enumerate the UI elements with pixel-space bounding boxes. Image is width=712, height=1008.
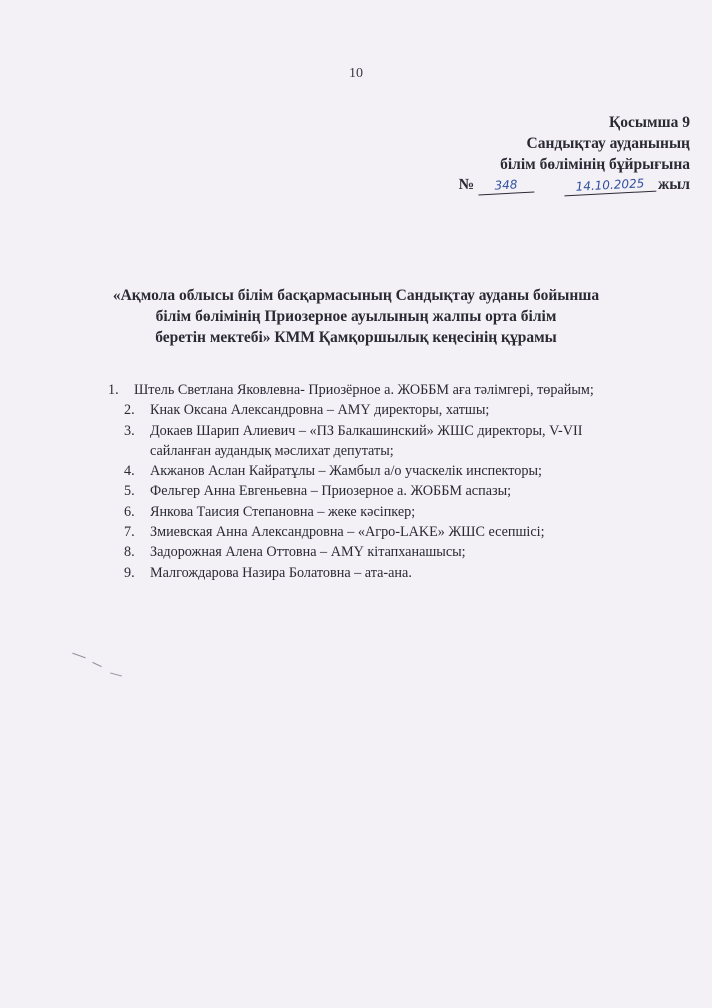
title-line-1: «Ақмола облысы білім басқармасының Сандықтау ауданы бойынша bbox=[112, 287, 600, 304]
appendix-label: Қосымша 9 bbox=[609, 114, 690, 131]
number-sign: № bbox=[458, 176, 475, 193]
appendix-district: Сандықтау ауданының bbox=[526, 135, 690, 152]
list-item: 9. Малгождарова Назира Болатовна – ата-ана. bbox=[124, 564, 412, 581]
year-suffix: жыл bbox=[657, 176, 690, 193]
list-item: 2. Кнак Оксана Александровна – АМҮ директоры, хатшы; bbox=[124, 402, 490, 419]
scan-speck bbox=[72, 653, 85, 659]
list-item: 7. Змиевская Анна Александровна – «Агро-LAKE» ЖШС есепшісі; bbox=[124, 524, 545, 541]
order-reference bbox=[270, 174, 690, 195]
members-list bbox=[108, 380, 594, 583]
list-item: 1. Штель Светлана Яковлевна- Приозёрное а. ЖОББМ аға тәлімгері, төрайым; bbox=[108, 382, 594, 398]
appendix-department: білім бөлімінің бұйрығына bbox=[500, 156, 690, 173]
scan-speck bbox=[110, 672, 122, 676]
list-item: 4. Акжанов Аслан Кайратұлы – Жамбыл а/о учаскелік инспекторы; bbox=[124, 463, 542, 480]
list-item: 3. Докаев Шарип Алиевич – «ПЗ Балкашинский» ЖШС директоры, V-VII сайланған аудандық мәслихат депутаты; bbox=[124, 422, 583, 459]
list-item: 8. Задорожная Алена Оттовна – АМҮ кітапханашысы; bbox=[124, 544, 466, 561]
appendix-header bbox=[270, 112, 690, 196]
order-number: 348 bbox=[478, 176, 535, 196]
title-line-3: беретін мектебі» КММ Қамқоршылық кеңесінің құрамы bbox=[155, 329, 557, 346]
title-line-2: білім бөлімінің Приозерное ауылының жалпы орта білім bbox=[155, 308, 557, 325]
document-title bbox=[0, 285, 712, 348]
list-item: 6. Янкова Таисия Степановна – жеке кәсіпкер; bbox=[124, 503, 416, 520]
order-date: 14.10.2025 bbox=[564, 175, 657, 197]
page-number: 10 bbox=[349, 66, 363, 81]
scan-speck bbox=[92, 662, 101, 667]
list-item: 5. Фельгер Анна Евгеньевна – Приозерное а. ЖОББМ аспазы; bbox=[124, 483, 512, 500]
